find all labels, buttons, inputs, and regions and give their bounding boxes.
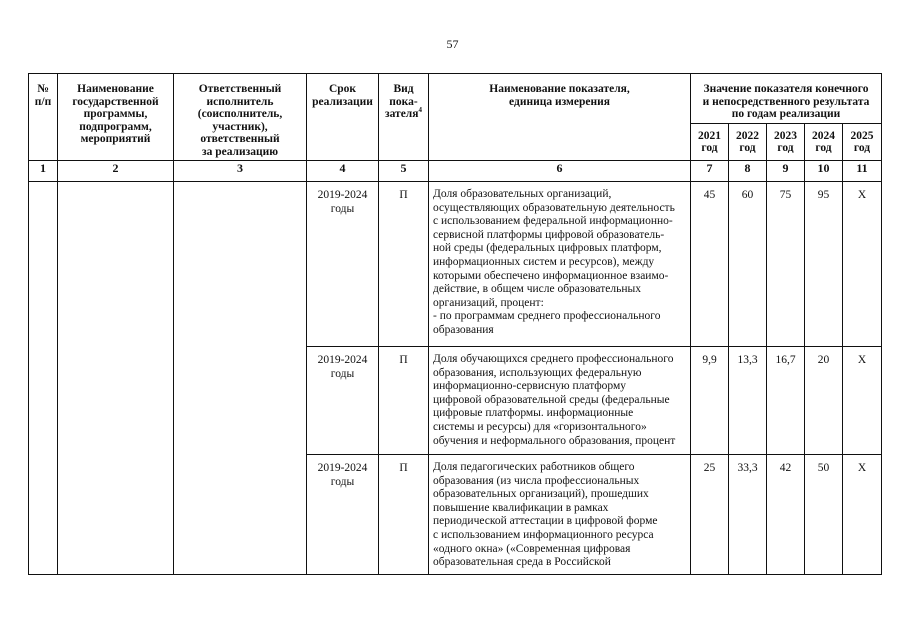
period-cell xyxy=(307,347,379,455)
indicator-line: цифровые платформы. информационные xyxy=(433,407,634,420)
column-number: 9 xyxy=(767,161,805,182)
header-line: (соисполнитель, xyxy=(197,108,283,120)
indicator-line: Доля педагогических работников общего xyxy=(433,461,635,473)
footnote-marker: 4 xyxy=(418,106,422,115)
indicator-line: образования (из числа профессиональных xyxy=(433,474,640,487)
header-row-1 xyxy=(29,74,882,124)
value-cell: 9,9 xyxy=(691,347,729,455)
indicator-line: которыми обеспечено информационное взаимо- xyxy=(433,269,669,282)
type-cell: П xyxy=(379,182,429,347)
year-unit: год xyxy=(777,142,794,154)
year-unit: год xyxy=(853,142,871,154)
header-line: Наименование xyxy=(77,83,154,95)
header-line: Срок xyxy=(328,83,357,95)
column-number: 8 xyxy=(729,161,767,182)
indicator-line: обучения и неформального образования, процент xyxy=(433,434,676,447)
indicator-line: образования, использующих федеральную xyxy=(433,366,642,379)
column-number: 2 xyxy=(58,161,174,182)
header-line: и непосредственного результата xyxy=(702,95,870,108)
header-line: мероприятий xyxy=(80,133,151,145)
header-line: подпрограмм, xyxy=(79,120,152,133)
value-cell: 20 xyxy=(805,347,843,455)
indicator-line: действие, в общем числе образовательных xyxy=(433,283,641,296)
indicator-cell xyxy=(429,182,691,347)
column-number: 1 xyxy=(29,161,58,182)
indicator-line: информационно-сервисную платформу xyxy=(433,380,627,393)
indicator-line: цифровой образовательной среды (федеральные xyxy=(433,393,670,406)
header-year xyxy=(729,124,767,161)
type-cell: П xyxy=(379,455,429,575)
header-line xyxy=(379,108,428,121)
column-number: 10 xyxy=(805,161,843,182)
value-cell: 25 xyxy=(691,455,729,575)
header-line: пока- xyxy=(389,95,418,108)
value-cell: 45 xyxy=(691,182,729,347)
value-cell: 95 xyxy=(805,182,843,347)
indicator-line: повышение квалификации в рамках xyxy=(433,501,609,514)
header-line: Ответственный xyxy=(198,83,282,95)
type-cell: П xyxy=(379,347,429,455)
indicator-line: ной среды (федеральных цифровых платформ, xyxy=(433,242,662,255)
value-cell: 13,3 xyxy=(729,347,767,455)
page-number: 57 xyxy=(446,37,459,51)
column-numbers-row xyxy=(29,161,882,182)
header-indicator-type xyxy=(379,74,429,161)
header-line: Значение показателя конечного xyxy=(703,83,869,95)
period-line: 2019-2024 xyxy=(317,462,368,474)
indicator-line: организаций, процент: xyxy=(433,296,544,309)
header-line: Наименование показателя, xyxy=(489,83,630,95)
program-cell xyxy=(58,182,174,575)
value-cell: Х xyxy=(843,455,882,575)
year-unit: год xyxy=(815,142,832,154)
year-label: 2021 xyxy=(698,129,721,142)
header-num xyxy=(29,74,58,161)
period-cell xyxy=(307,455,379,575)
column-number: 3 xyxy=(174,161,307,182)
indicator-line: системы и ресурсы) для «горизонтального» xyxy=(433,420,647,433)
num-cell xyxy=(29,182,58,575)
header-year xyxy=(805,124,843,161)
year-label: 2023 xyxy=(774,129,797,142)
responsible-cell xyxy=(174,182,307,575)
header-year xyxy=(691,124,729,161)
value-cell: 50 xyxy=(805,455,843,575)
period-line: годы xyxy=(330,367,355,380)
header-line: за реализацию xyxy=(201,145,279,158)
header-num-line: № xyxy=(37,83,49,95)
indicator-cell xyxy=(429,347,691,455)
header-line: исполнитель xyxy=(206,95,274,108)
value-cell: 75 xyxy=(767,182,805,347)
header-period xyxy=(307,74,379,161)
value-cell: Х xyxy=(843,347,882,455)
period-line: годы xyxy=(330,202,355,215)
year-label: 2024 xyxy=(812,129,835,142)
header-line: по годам реализации xyxy=(731,108,841,120)
value-cell: 60 xyxy=(729,182,767,347)
table-row xyxy=(29,182,882,347)
column-number: 5 xyxy=(379,161,429,182)
header-line: государственной xyxy=(72,95,159,108)
header-program-name xyxy=(58,74,174,161)
header-year xyxy=(767,124,805,161)
indicator-line: периодической аттестации в цифровой форме xyxy=(433,515,658,528)
header-responsible xyxy=(174,74,307,161)
year-label: 2022 xyxy=(736,129,759,142)
value-cell: Х xyxy=(843,182,882,347)
indicator-line: с использованием информационного ресурса xyxy=(433,528,654,541)
value-cell: 42 xyxy=(767,455,805,575)
indicator-line: «одного окна» («Современная цифровая xyxy=(433,542,631,555)
indicator-line: с использованием федеральной информационно- xyxy=(433,215,673,228)
indicator-line: - по программам среднего профессионального xyxy=(433,310,661,323)
period-line: 2019-2024 xyxy=(317,189,368,201)
header-line: Вид xyxy=(393,83,414,95)
header-line: программы, xyxy=(83,108,148,120)
column-number: 4 xyxy=(307,161,379,182)
header-values-group xyxy=(691,74,882,124)
value-cell: 33,3 xyxy=(729,455,767,575)
header-line: единица измерения xyxy=(509,95,610,108)
year-unit: год xyxy=(701,142,718,154)
indicator-line: Доля обучающихся среднего профессионального xyxy=(433,353,674,365)
indicator-line: образования xyxy=(433,323,494,336)
indicator-line: сервисной платформы цифровой образователь- xyxy=(433,228,665,241)
header-line: реализации xyxy=(312,95,373,108)
period-line: 2019-2024 xyxy=(317,354,368,366)
indicator-line: образовательных организаций), прошедших xyxy=(433,488,649,501)
column-number: 11 xyxy=(843,161,882,182)
indicators-table xyxy=(28,73,882,575)
column-number: 7 xyxy=(691,161,729,182)
period-line: годы xyxy=(330,475,355,488)
header-num-line: п/п xyxy=(34,95,52,108)
header-line: ответственный xyxy=(200,133,280,145)
value-cell: 16,7 xyxy=(767,347,805,455)
header-line: участник), xyxy=(212,120,268,133)
indicator-cell xyxy=(429,455,691,575)
year-unit: год xyxy=(739,142,756,154)
indicator-line: осуществляющих образовательную деятельность xyxy=(433,201,675,214)
period-cell xyxy=(307,182,379,347)
indicator-line: информационных систем и ресурсов), между xyxy=(433,255,655,268)
year-label: 2025 xyxy=(850,129,874,142)
indicator-line: образовательная среда в Российской xyxy=(433,556,611,569)
header-year xyxy=(843,124,882,161)
column-number: 6 xyxy=(429,161,691,182)
header-type-word: зателя xyxy=(384,108,419,120)
header-indicator-name xyxy=(429,74,691,161)
indicator-line: Доля образовательных организаций, xyxy=(433,188,612,200)
